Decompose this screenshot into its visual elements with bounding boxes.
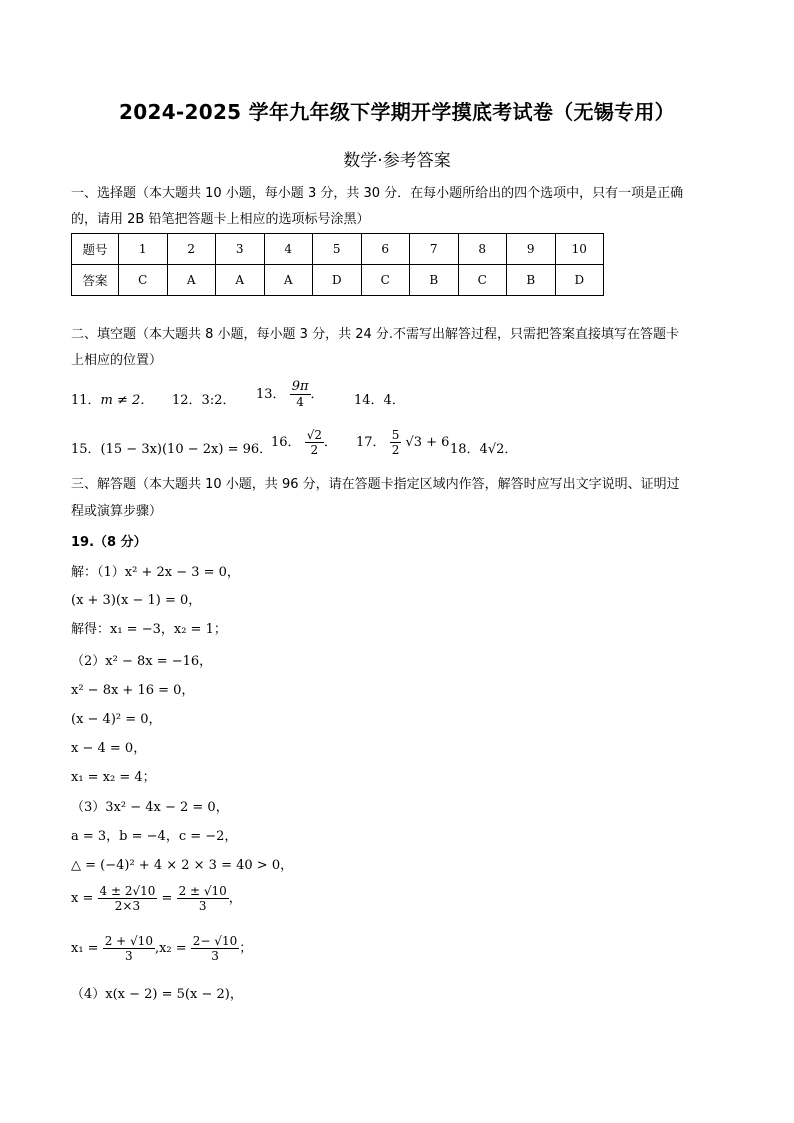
fill-answer-18: 18．4√2． (450, 442, 518, 457)
table-cell: B (507, 265, 556, 296)
section1-line1: 一、选择题（本大题共 10 小题，每小题 3 分，共 30 分．在每小题所给出的四个选项中，只有一项是正确 (71, 186, 684, 201)
table-header-question: 题号 (72, 234, 119, 265)
table-cell: 9 (507, 234, 556, 265)
solution-line: x₁ = x₂ = 4； (71, 770, 156, 785)
table-cell: 10 (555, 234, 604, 265)
fraction: $\frac{2 \pm √10}{3}$ (178, 884, 227, 913)
fraction: $\frac{√2}{2}$ (306, 428, 322, 457)
table-cell: B (410, 265, 459, 296)
fill-answer-15: 15．(15 − 3x)(10 − 2x) = 96． (71, 442, 273, 457)
solution-line: （3）3x² − 4x − 2 = 0， (71, 800, 229, 815)
solution-line: (x − 4)² = 0， (71, 712, 162, 727)
table-cell: 3 (216, 234, 265, 265)
page-title: 2024-2025 学年九年级下学期开学摸底考试卷（无锡专用） (119, 100, 675, 124)
table-cell: 5 (313, 234, 362, 265)
table-cell: 4 (264, 234, 313, 265)
fill-answer-16: 16． $\frac{√2}{2}$ ． (271, 428, 337, 457)
solution-line-fraction: x₁ = $\frac{2 + √10}{3}$ ,x₂ = $\frac{2- √10}{3}$ ； (71, 934, 253, 963)
fill-answer-14: 14．4． (354, 393, 405, 408)
table-cell: 1 (119, 234, 168, 265)
table-cell: C (119, 265, 168, 296)
fill-answer-11: 11．m ≠ 2． (71, 393, 154, 408)
table-cell: 7 (410, 234, 459, 265)
fraction: $\frac{2- √10}{3}$ (192, 934, 238, 963)
table-cell: D (313, 265, 362, 296)
table-cell: 6 (361, 234, 410, 265)
table-row-numbers (72, 234, 604, 265)
section2-line1: 二、填空题（本大题共 8 小题，每小题 3 分，共 24 分.不需写出解答过程，只需把答案直接填写在答题卡 (71, 327, 680, 342)
section3-line2: 程或演算步骤） (71, 504, 163, 519)
question-19-header: 19.（8 分） (71, 535, 147, 550)
solution-line: (x + 3)(x − 1) = 0， (71, 593, 202, 608)
section3-line1: 三、解答题（本大题共 10 小题，共 96 分，请在答题卡指定区域内作答，解答时应写出文字说明、证明过 (71, 477, 680, 492)
table-cell: A (216, 265, 265, 296)
fraction: $\frac{2 + √10}{3}$ (104, 934, 153, 963)
table-cell: A (167, 265, 216, 296)
solution-line: x² − 8x + 16 = 0， (71, 683, 195, 698)
solution-line: △ = (−4)² + 4 × 2 × 3 = 40 > 0， (71, 858, 294, 873)
table-cell: C (361, 265, 410, 296)
table-header-answer: 答案 (72, 265, 119, 296)
table-cell: D (555, 265, 604, 296)
fill-answer-17: 17． $\frac{5}{2}$ √3 + 6 (356, 428, 450, 457)
table-row-answers (72, 265, 604, 296)
solution-line: x − 4 = 0， (71, 741, 147, 756)
section2-line2: 上相应的位置） (71, 353, 163, 368)
solution-line: 解：（1）x² + 2x − 3 = 0， (71, 565, 240, 580)
fill-answer-12: 12．3:2． (172, 393, 236, 408)
solution-line: a = 3，b = −4，c = −2， (71, 829, 238, 844)
fraction: $\frac{4 \pm 2√10}{2\times 3}$ (99, 884, 156, 913)
fill-answer-13: 13． $\frac{9\pi}{4}$ ． (256, 379, 324, 409)
solution-line: 解得：x₁ = −3，x₂ = 1； (71, 622, 227, 637)
answer-table (71, 233, 604, 296)
page-subtitle: 数学·参考答案 (343, 151, 451, 171)
table-cell: 8 (458, 234, 507, 265)
fraction: $\frac{5}{2}$ (391, 428, 400, 457)
fraction: $\frac{9\pi}{4}$ (291, 379, 309, 409)
table-cell: C (458, 265, 507, 296)
solution-line-fraction: x = $\frac{4 \pm 2√10}{2\times 3}$ = $\frac{2 \pm √10}{3}$ ， (71, 884, 242, 913)
section1-line2: 的，请用 2B 铅笔把答题卡上相应的选项标号涂黑） (71, 212, 370, 227)
table-cell: 2 (167, 234, 216, 265)
solution-line: （2）x² − 8x = −16， (71, 654, 213, 669)
solution-line: （4）x(x − 2) = 5(x − 2)， (71, 987, 243, 1002)
table-cell: A (264, 265, 313, 296)
